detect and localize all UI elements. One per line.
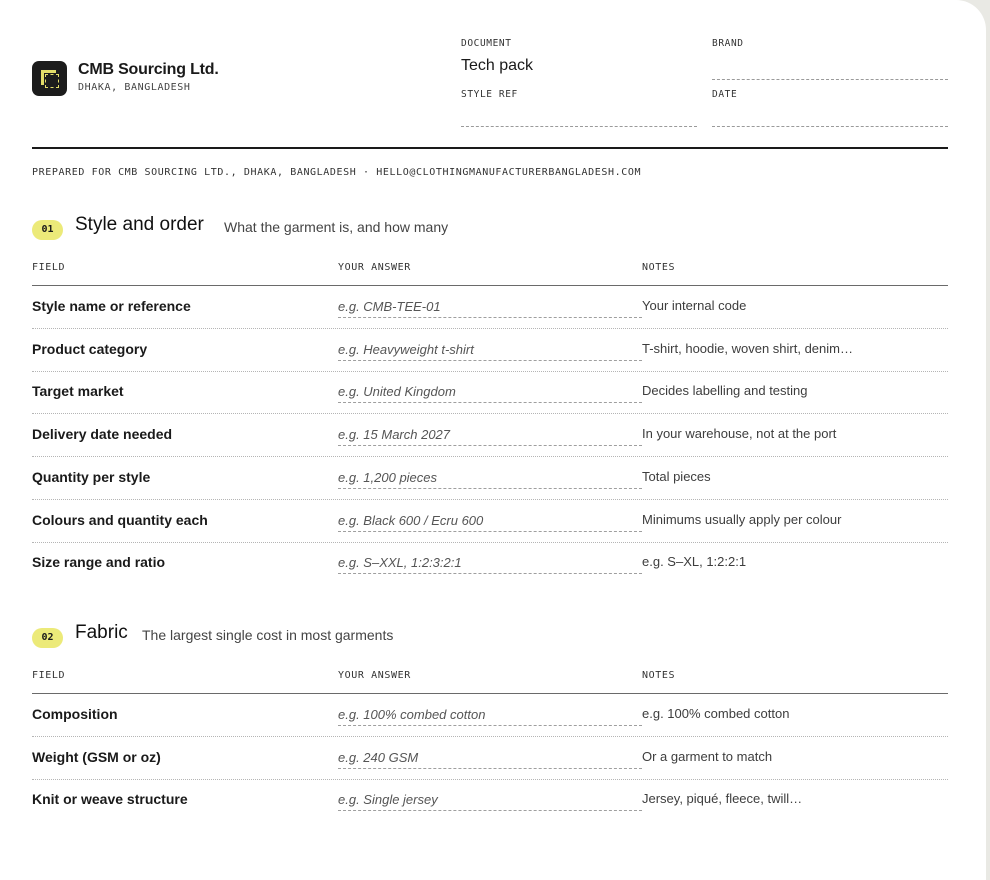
- answer-placeholder[interactable]: e.g. 15 March 2027: [338, 427, 451, 443]
- table-row: [32, 500, 948, 543]
- prepared-for-line: PREPARED FOR CMB SOURCING LTD., DHAKA, BANGLADESH · HELLO@CLOTHINGMANUFACTURERBANGLADESH.COM: [32, 167, 642, 178]
- column-header-notes: NOTES: [642, 262, 676, 273]
- answer-placeholder[interactable]: e.g. CMB-TEE-01: [338, 299, 441, 314]
- field-note: Your internal code: [642, 298, 747, 313]
- field-note: Or a garment to match: [642, 748, 773, 764]
- brand-label: BRAND: [712, 38, 744, 49]
- date-label: DATE: [712, 89, 738, 100]
- answer-placeholder[interactable]: e.g. 240 GSM: [338, 749, 419, 765]
- answer-placeholder[interactable]: e.g. Black 600 / Ecru 600: [338, 512, 484, 528]
- field-label: Size range and ratio: [32, 554, 166, 571]
- field-label: Style name or reference: [32, 298, 191, 314]
- field-note: e.g. 100% combed cotton: [642, 706, 790, 721]
- column-header-answer: YOUR ANSWER: [338, 262, 411, 273]
- field-note: T-shirt, hoodie, woven shirt, denim…: [642, 340, 853, 356]
- table-row: [32, 737, 948, 780]
- company-logo-icon: [32, 61, 67, 96]
- section-title: Fabric: [75, 622, 128, 643]
- answer-input-line[interactable]: [338, 768, 642, 769]
- answer-input-line[interactable]: [338, 402, 642, 403]
- section-number-badge: 02: [32, 628, 63, 648]
- field-note: In your warehouse, not at the port: [642, 426, 837, 442]
- table-row: [32, 329, 948, 372]
- answer-input-line[interactable]: [338, 445, 642, 446]
- answer-placeholder[interactable]: e.g. Heavyweight t-shirt: [338, 341, 474, 357]
- field-label: Composition: [32, 706, 118, 722]
- answer-input-line[interactable]: [338, 573, 642, 574]
- field-label: Colours and quantity each: [32, 511, 208, 528]
- section-subtitle: What the garment is, and how many: [224, 219, 449, 235]
- table-row: [32, 694, 948, 737]
- field-label: Product category: [32, 340, 148, 357]
- answer-placeholder[interactable]: e.g. 1,200 pieces: [338, 469, 438, 485]
- section-subtitle: The largest single cost in most garments: [142, 627, 394, 643]
- answer-input-line[interactable]: [338, 488, 642, 489]
- table-row: [32, 286, 948, 329]
- brand-field[interactable]: [712, 79, 948, 80]
- column-header-answer: YOUR ANSWER: [338, 670, 411, 681]
- style-ref-label: STYLE REF: [461, 89, 518, 100]
- answer-placeholder[interactable]: e.g. 100% combed cotton: [338, 707, 486, 722]
- answer-input-line[interactable]: [338, 317, 642, 318]
- table-row: [32, 457, 948, 500]
- field-note: e.g. S–XL, 1:2:2:1: [642, 554, 747, 570]
- style-ref-field[interactable]: [461, 126, 697, 127]
- field-note: Minimums usually apply per colour: [642, 511, 842, 527]
- column-header-field: FIELD: [32, 670, 66, 681]
- field-label: Quantity per style: [32, 468, 151, 485]
- field-label: Weight (GSM or oz): [32, 748, 161, 765]
- field-note: Total pieces: [642, 468, 711, 484]
- answer-placeholder[interactable]: e.g. Single jersey: [338, 792, 438, 808]
- field-label: Target market: [32, 383, 124, 400]
- document-value: Tech pack: [461, 57, 534, 74]
- field-note: Decides labelling and testing: [642, 383, 808, 399]
- field-note: Jersey, piqué, fleece, twill…: [642, 791, 803, 807]
- table-row: [32, 779, 948, 822]
- header-divider: [32, 147, 948, 149]
- section-number-badge: 01: [32, 220, 63, 240]
- answer-input-line[interactable]: [338, 360, 642, 361]
- table-row: [32, 371, 948, 414]
- answer-input-line[interactable]: [338, 725, 642, 726]
- section-title: Style and order: [75, 214, 204, 235]
- field-label: Delivery date needed: [32, 426, 173, 443]
- document-label: DOCUMENT: [461, 38, 512, 49]
- field-label: Knit or weave structure: [32, 791, 188, 808]
- answer-input-line[interactable]: [338, 810, 642, 811]
- table-row: [32, 414, 948, 457]
- company-location: DHAKA, BANGLADESH: [78, 82, 191, 93]
- answer-placeholder[interactable]: e.g. United Kingdom: [338, 384, 456, 400]
- answer-placeholder[interactable]: e.g. S–XXL, 1:2:3:2:1: [338, 555, 462, 571]
- company-name: CMB Sourcing Ltd.: [78, 61, 219, 78]
- column-header-field: FIELD: [32, 262, 66, 273]
- column-header-notes: NOTES: [642, 670, 676, 681]
- date-field[interactable]: [712, 126, 948, 127]
- table-row: [32, 542, 948, 585]
- answer-input-line[interactable]: [338, 531, 642, 532]
